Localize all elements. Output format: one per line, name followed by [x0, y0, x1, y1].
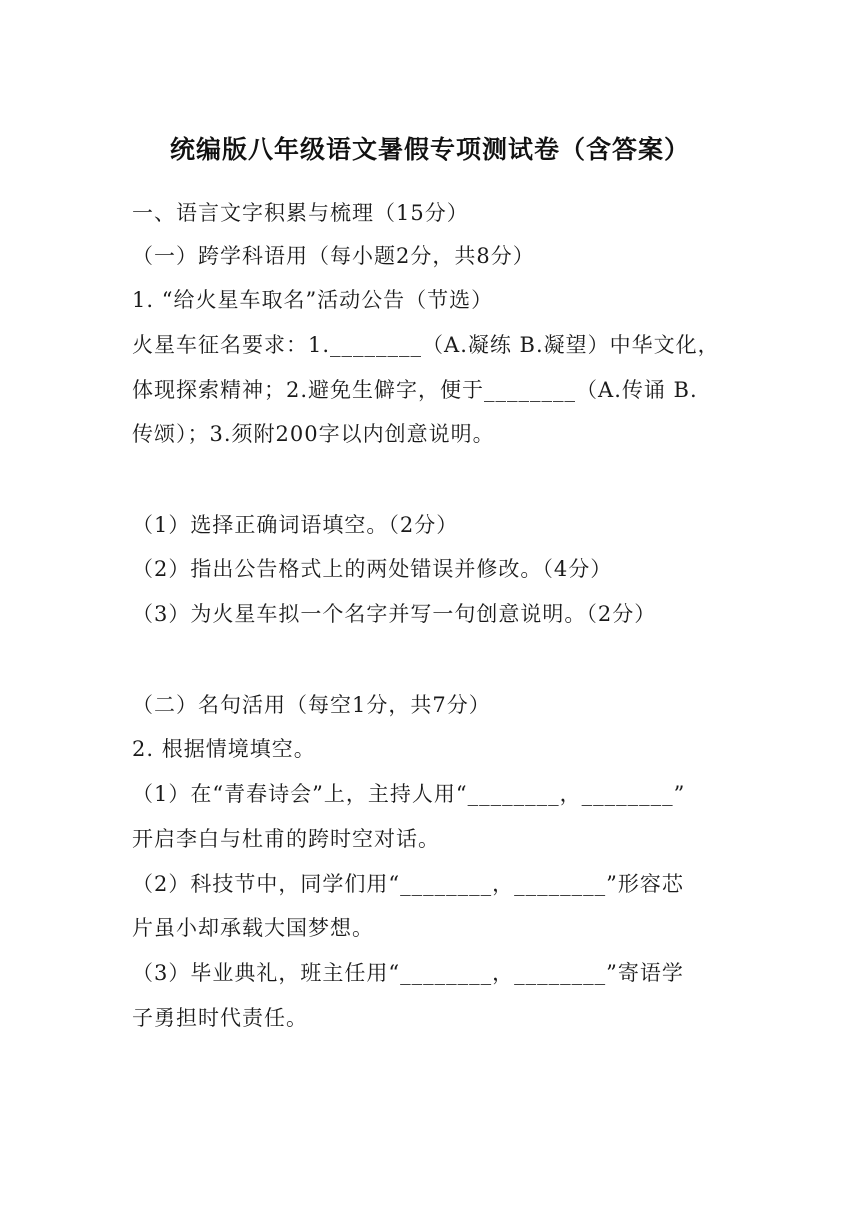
- subsection-heading: （一）跨学科语用（每小题2分，共8分）: [132, 244, 535, 268]
- question-2-heading: 2. 根据情境填空。: [132, 737, 316, 761]
- fill-blank-line: （2）科技节中，同学们用“________，________”形容芯: [132, 872, 684, 896]
- subsection-heading: （二）名句活用（每空1分，共7分）: [132, 693, 491, 717]
- sub-question: （3）为火星车拟一个名字并写一句创意说明。（2分）: [132, 602, 657, 626]
- question-1-heading: 1. “给火星车取名”活动公告（节选）: [132, 288, 494, 312]
- fill-blank-line: 片虽小却承载大国梦想。: [132, 916, 374, 940]
- fill-blank-line: （3）毕业典礼，班主任用“________，________”寄语学: [132, 961, 684, 985]
- sub-question: （1）选择正确词语填空。（2分）: [132, 513, 459, 537]
- section-heading: 一、语言文字积累与梳理（15分）: [132, 201, 469, 225]
- notice-text-line: 传颂）；3.须附200字以内创意说明。: [132, 422, 495, 446]
- sub-question: （2）指出公告格式上的两处错误并修改。（4分）: [132, 557, 613, 581]
- notice-text-line: 火星车征名要求：1.________（A.凝练 B.凝望）中华文化，: [132, 333, 720, 357]
- notice-text-line: 体现探索精神；2.避免生僻字，便于________（A.传诵 B.: [132, 378, 698, 402]
- exam-title: 统编版八年级语文暑假专项测试卷（含答案）: [169, 135, 690, 164]
- fill-blank-line: 开启李白与杜甫的跨时空对话。: [132, 827, 440, 851]
- fill-blank-line: 子勇担时代责任。: [132, 1006, 308, 1030]
- fill-blank-line: （1）在“青春诗会”上，主持人用“________，________”: [132, 782, 686, 806]
